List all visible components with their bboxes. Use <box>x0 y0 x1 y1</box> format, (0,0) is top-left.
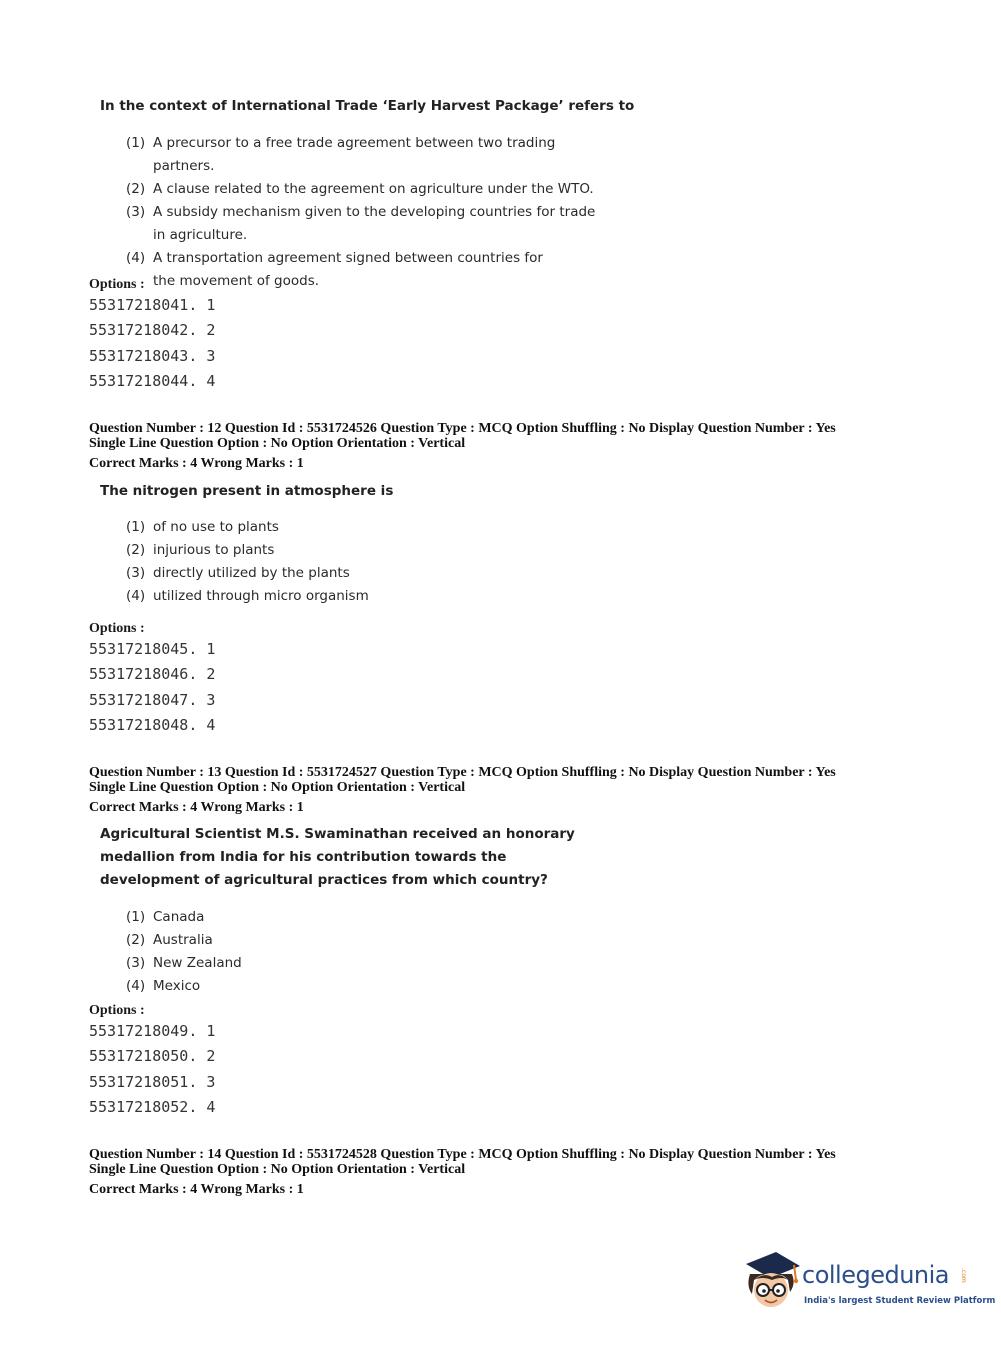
choice-text: A subsidy mechanism given to the developing countries for trade in agriculture. <box>153 204 596 243</box>
question-marks: Correct Marks : 4 Wrong Marks : 1 <box>89 456 304 471</box>
question-marks: Correct Marks : 4 Wrong Marks : 1 <box>89 800 304 815</box>
choice-item <box>126 539 613 562</box>
choice-number: (2) <box>126 932 146 948</box>
choice-number: (3) <box>126 565 146 581</box>
question-marks: Correct Marks : 4 Wrong Marks : 1 <box>89 1182 304 1197</box>
choice-item <box>126 906 613 929</box>
question-12-meta <box>89 421 836 471</box>
choice-item <box>126 516 613 539</box>
mascot-icon <box>742 1250 802 1316</box>
option-code: 55317218046. 2 <box>89 665 216 684</box>
choice-text: of no use to plants <box>153 519 279 535</box>
question-14-meta <box>89 1147 836 1197</box>
question-13-meta <box>89 765 836 815</box>
choice-item <box>126 952 613 975</box>
question-12-choices <box>126 516 613 608</box>
logo-dotcom: .com <box>960 1268 967 1283</box>
choice-text: injurious to plants <box>153 542 275 558</box>
question-13-text: Agricultural Scientist M.S. Swaminathan received an honorary medallion from India for his contribution towards the development of agricultural practices from which country? <box>100 826 575 888</box>
question-12-text: The nitrogen present in atmosphere is <box>100 483 394 499</box>
choice-item <box>126 975 613 998</box>
choice-item <box>126 929 613 952</box>
question-meta-line: Single Line Question Option : No Option Orientation : Vertical <box>89 780 466 795</box>
choice-text: directly utilized by the plants <box>153 565 350 581</box>
choice-number: (2) <box>126 542 146 558</box>
option-code: 55317218052. 4 <box>89 1097 216 1116</box>
choice-text: utilized through micro organism <box>153 588 369 604</box>
choice-item <box>126 562 613 585</box>
choice-number: (2) <box>126 181 146 197</box>
question-12-option-codes <box>89 637 215 738</box>
choice-text: Mexico <box>153 978 201 994</box>
choice-number: (1) <box>126 135 146 151</box>
choice-text: Canada <box>153 909 205 925</box>
choice-item <box>126 247 613 293</box>
options-label: Options : <box>89 277 145 292</box>
question-meta-line: Question Number : 14 Question Id : 5531724528 Question Type : MCQ Option Shuffling : No Display Question Number : Yes <box>89 1147 836 1162</box>
option-code: 55317218044. 4 <box>89 371 216 390</box>
choice-text: A transportation agreement signed between countries for the movement of goods. <box>153 250 543 289</box>
choice-number: (1) <box>126 909 146 925</box>
option-code: 55317218042. 2 <box>89 321 216 340</box>
question-13-option-codes <box>89 1019 215 1120</box>
option-code: 55317218049. 1 <box>89 1022 216 1040</box>
choice-number: (4) <box>126 250 146 266</box>
option-code: 55317218043. 3 <box>89 346 216 365</box>
logo-wordmark: collegedunia <box>802 1261 950 1289</box>
choice-number: (4) <box>126 978 146 994</box>
choice-number: (4) <box>126 588 146 604</box>
collegedunia-logo <box>742 1250 996 1320</box>
question-11-text: In the context of International Trade ‘Early Harvest Package’ refers to <box>100 98 635 114</box>
choice-item <box>126 585 613 608</box>
option-code: 55317218041. 1 <box>89 296 216 314</box>
option-code: 55317218048. 4 <box>89 715 216 734</box>
choice-number: (1) <box>126 519 146 535</box>
question-meta-line: Single Line Question Option : No Option Orientation : Vertical <box>89 1162 466 1177</box>
choice-text: Australia <box>153 932 213 948</box>
options-label: Options : <box>89 621 145 636</box>
option-code: 55317218047. 3 <box>89 690 216 709</box>
choice-number: (3) <box>126 955 146 971</box>
choice-item <box>126 132 613 178</box>
option-code: 55317218051. 3 <box>89 1072 216 1091</box>
choice-text: A precursor to a free trade agreement between two trading partners. <box>153 135 556 174</box>
question-11-choices <box>126 132 613 293</box>
question-meta-line: Question Number : 13 Question Id : 5531724527 Question Type : MCQ Option Shuffling : No Display Question Number : Yes <box>89 765 836 780</box>
option-code: 55317218050. 2 <box>89 1047 216 1066</box>
logo-tagline: India's largest Student Review Platform <box>804 1296 996 1306</box>
option-code: 55317218045. 1 <box>89 640 216 658</box>
choice-number: (3) <box>126 204 146 220</box>
question-meta-line: Single Line Question Option : No Option Orientation : Vertical <box>89 436 466 451</box>
choice-text: New Zealand <box>153 955 242 971</box>
choice-text: A clause related to the agreement on agriculture under the WTO. <box>153 181 594 197</box>
options-label: Options : <box>89 1003 145 1018</box>
choice-item <box>126 178 613 201</box>
choice-item <box>126 201 613 247</box>
question-13-choices <box>126 906 613 998</box>
question-11-option-codes <box>89 293 215 394</box>
question-meta-line: Question Number : 12 Question Id : 5531724526 Question Type : MCQ Option Shuffling : No Display Question Number : Yes <box>89 421 836 436</box>
